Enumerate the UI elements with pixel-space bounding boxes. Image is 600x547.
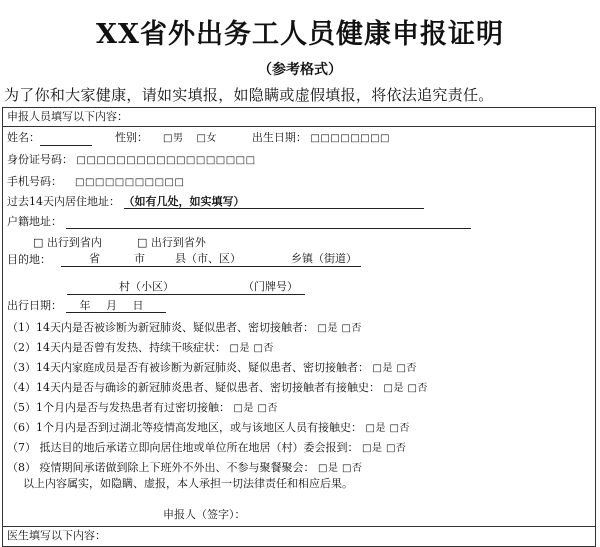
question-5: [7, 401, 278, 416]
departure-label: 出行日期：: [7, 299, 62, 312]
question-6: [7, 421, 410, 436]
question-text: （3）14天内家庭成员是否有被诊断为新冠肺炎、疑似患者、密切接触者：: [7, 361, 369, 374]
phone-row: [7, 175, 184, 190]
dest-county-label: 县（市、区）: [175, 252, 241, 265]
question-2: [7, 341, 274, 356]
question-no-checkbox[interactable]: □否: [341, 323, 362, 334]
residence-hint: （如有几处，如实填写）: [123, 195, 245, 208]
residence-row: [7, 195, 424, 209]
question-yes-checkbox[interactable]: □是: [365, 423, 386, 434]
residence-field[interactable]: [124, 195, 424, 209]
question-yes-checkbox[interactable]: □是: [362, 443, 383, 454]
question-text: （7） 抵达目的地后承诺立即向居住地或单位所在地居（村）委会报到：: [7, 441, 359, 454]
dest-province-label: 省: [89, 252, 100, 265]
question-4: [7, 381, 428, 396]
dest-house-label: （门牌号）: [243, 280, 298, 293]
phone-number-boxes[interactable]: □□□□□□□□□□□: [75, 177, 185, 188]
travel-in-province-checkbox[interactable]: □ 出行到省内: [33, 236, 102, 249]
question-7: [7, 441, 406, 456]
name-label: 姓名：: [7, 131, 40, 144]
question-no-checkbox[interactable]: □否: [253, 343, 274, 354]
signature-label: 申报人（签字）：: [163, 508, 246, 521]
departure-day-label: 日: [132, 299, 144, 312]
destination-label: 目的地：: [7, 253, 51, 266]
dest-village-label: 村（小区）: [119, 280, 174, 293]
document-title: XX省外出务工人员健康申报证明: [96, 19, 504, 50]
question-yes-checkbox[interactable]: □是: [317, 323, 338, 334]
pledge-text: 以上内容属实，如隐瞒、虚报，本人承担一切法律责任和相应后果。: [23, 477, 353, 490]
intro-text: 为了你和大家健康，请如实填报，如隐瞒或虚假填报，将依法追究责任。: [4, 86, 494, 104]
birth-label: 出生日期：: [251, 131, 307, 144]
question-text: （5）1个月内是否与发热患者有过密切接触：: [7, 401, 230, 414]
name-row: [7, 131, 390, 146]
id-number-boxes[interactable]: □□□□□□□□□□□□□□□□□□: [76, 155, 256, 166]
gender-male-checkbox[interactable]: □男: [163, 133, 184, 144]
departure-month-label: 月: [106, 299, 117, 312]
question-8: [7, 461, 362, 476]
question-yes-checkbox[interactable]: □是: [372, 363, 393, 374]
household-label: 户籍地址：: [7, 215, 62, 228]
dest-city-label: 市: [134, 252, 145, 265]
phone-label: 手机号码：: [7, 175, 62, 188]
travel-out-province-checkbox[interactable]: □ 出行到省外: [137, 236, 206, 249]
id-label: 身份证号码：: [7, 153, 73, 166]
declarant-section-header: 申报人员填写以下内容：: [7, 110, 128, 123]
question-yes-checkbox[interactable]: □是: [233, 403, 254, 414]
document-subtitle: （参考格式）: [258, 62, 342, 78]
residence-label: 过去14天内居住地址：: [7, 195, 120, 208]
question-yes-checkbox[interactable]: □是: [318, 463, 339, 474]
birth-date-boxes[interactable]: □□□□□□□□: [310, 133, 390, 144]
question-text: （2）14天内是否曾有发热、持续干咳症状：: [7, 341, 226, 354]
question-text: （4）14天内是否与确诊的新冠肺炎患者、疑似患者、密切接触者有接触史：: [7, 381, 380, 394]
question-text: （1）14天内是否被诊断为新冠肺炎、疑似患者、密切接触者：: [7, 321, 314, 334]
gender-female-checkbox[interactable]: □女: [196, 133, 217, 144]
question-3: [7, 361, 417, 376]
question-yes-checkbox[interactable]: □是: [229, 343, 250, 354]
household-field[interactable]: [66, 216, 471, 229]
question-no-checkbox[interactable]: □否: [257, 403, 278, 414]
question-no-checkbox[interactable]: □否: [341, 463, 363, 474]
departure-year-label: 年: [79, 299, 91, 312]
name-field[interactable]: [40, 133, 92, 146]
dest-town-label: 乡镇（街道）: [291, 252, 357, 265]
question-text: （8） 疫情期间承诺做到除上下班外不外出、不参与聚餐聚会：: [7, 461, 315, 474]
question-no-checkbox[interactable]: □否: [407, 383, 428, 394]
household-row: [7, 215, 471, 229]
declaration-form: [2, 107, 596, 547]
departure-row: [7, 299, 166, 313]
departure-date-field[interactable]: [66, 299, 166, 313]
question-1: [7, 321, 362, 336]
question-no-checkbox[interactable]: □否: [396, 363, 417, 374]
divider: [3, 126, 595, 127]
question-yes-checkbox[interactable]: □是: [383, 383, 404, 394]
doctor-section-header: 医生填写以下内容：: [7, 529, 106, 542]
divider: [3, 526, 595, 527]
gender-label: 性别：: [115, 131, 148, 144]
question-no-checkbox[interactable]: □否: [389, 423, 410, 434]
question-no-checkbox[interactable]: □否: [385, 443, 407, 454]
question-text: （6）1个月内是否到过湖北等疫情高发地区，或与该地区人员有接触史：: [7, 421, 362, 434]
id-row: [7, 153, 256, 168]
